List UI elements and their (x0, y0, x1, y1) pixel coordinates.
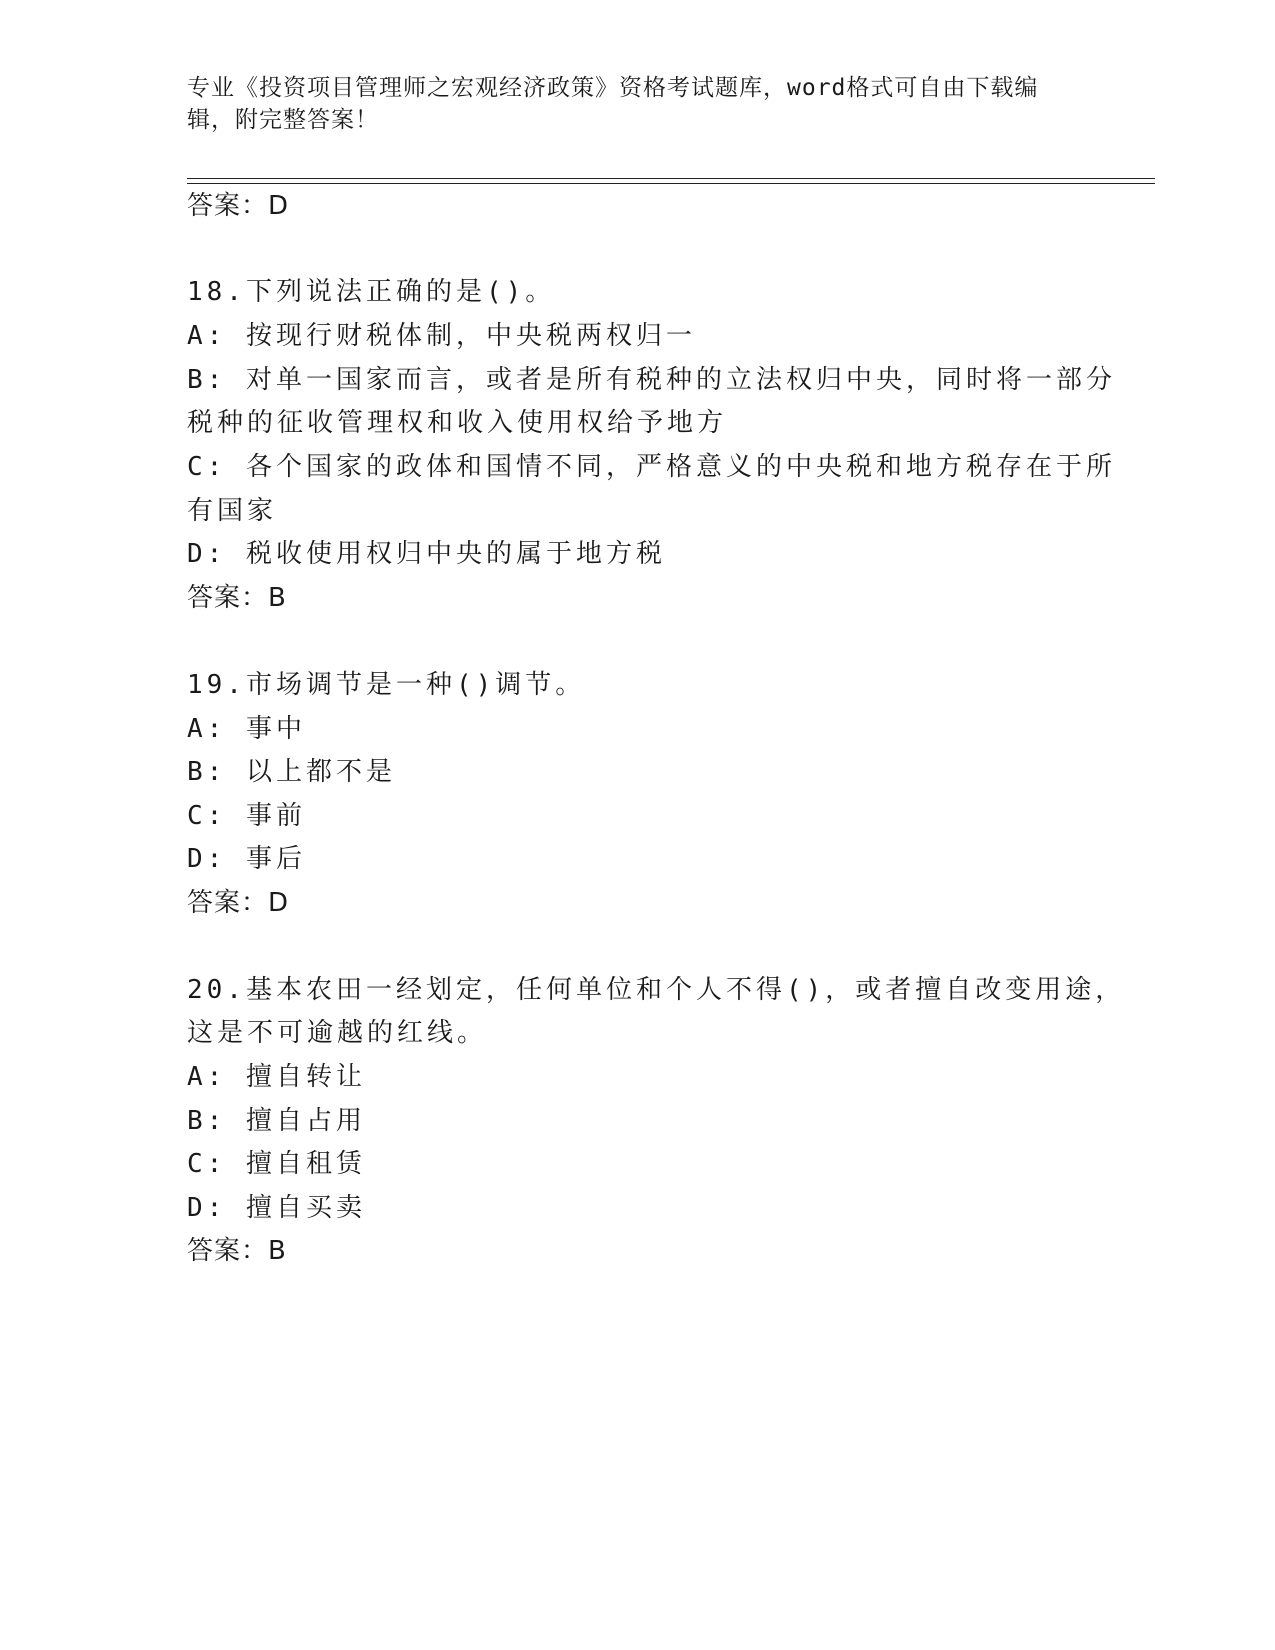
header-divider-bottom (187, 183, 1155, 184)
question-18-option-b-line-2: 税种的征收管理权和收入使用权给予地方 (187, 408, 728, 438)
question-20-option-a: A: 擅自转让 (187, 1062, 366, 1092)
header-divider-top (187, 178, 1155, 179)
question-19-option-c: C: 事前 (187, 801, 306, 831)
question-18-option-b-line-1: B: 对单一国家而言，或者是所有税种的立法权归中央，同时将一部分 (187, 365, 1116, 395)
question-20-answer: 答案：B (187, 1236, 287, 1266)
question-20-option-c: C: 擅自租赁 (187, 1149, 366, 1179)
question-20-stem-line-2: 这是不可逾越的红线。 (187, 1018, 488, 1048)
previous-answer: 答案：D (187, 191, 290, 221)
question-19-option-b: B: 以上都不是 (187, 757, 396, 787)
header-line-1: 专业《投资项目管理师之宏观经济政策》资格考试题库，word格式可自由下载编 (187, 75, 1039, 101)
question-18-option-a: A: 按现行财税体制，中央税两权归一 (187, 321, 696, 351)
document-header (187, 72, 1087, 136)
question-18-stem: 18.下列说法正确的是()。 (187, 277, 556, 307)
question-19-answer: 答案：D (187, 888, 290, 918)
question-18-answer: 答案：B (187, 583, 287, 613)
question-18-option-c-line-1: C: 各个国家的政体和国情不同，严格意义的中央税和地方税存在于所 (187, 452, 1116, 482)
header-line-2: 辑，附完整答案！ (187, 107, 379, 133)
question-20-option-d: D: 擅自买卖 (187, 1193, 366, 1223)
question-20-stem-line-1: 20.基本农田一经划定，任何单位和个人不得()，或者擅自改变用途， (187, 975, 1126, 1005)
question-18-option-c-line-2: 有国家 (187, 496, 278, 526)
question-20-option-b: B: 擅自占用 (187, 1106, 366, 1136)
question-18-option-d: D: 税收使用权归中央的属于地方税 (187, 539, 666, 569)
question-19-option-a: A: 事中 (187, 714, 306, 744)
question-19-option-d: D: 事后 (187, 844, 306, 874)
question-19-stem: 19.市场调节是一种()调节。 (187, 670, 586, 700)
